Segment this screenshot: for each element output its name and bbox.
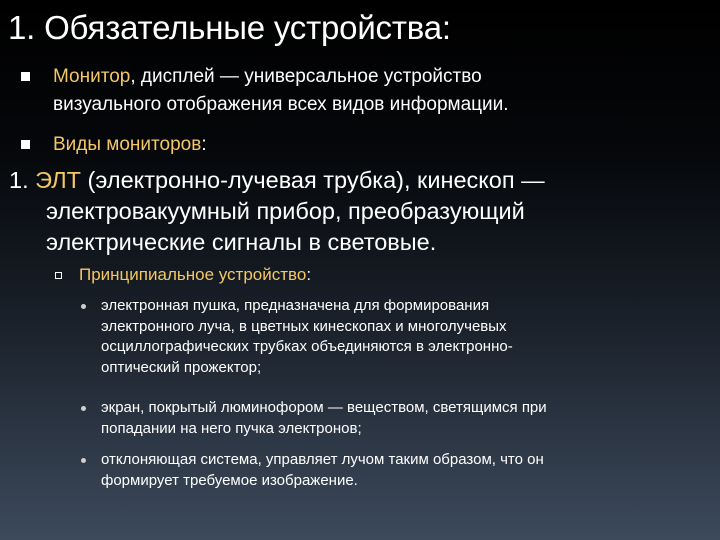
numbered-item-crt [9,165,545,196]
crt-definition-line2: электровакуумный прибор, преобразующий [46,198,525,224]
monitor-types-colon: : [201,134,207,155]
crt-definition-line3: электрические сигналы в световые. [46,229,437,255]
monitor-definition-line1: , дисплей — универсальное устройство [130,66,482,87]
slide-title: 1. Обязательные устройства: [8,9,451,46]
list-item-line: оптический прожектор; [101,358,262,376]
list-item-line: электронного луча, в цветных кинескопах и многолучевых [101,317,507,335]
list-item-line: электронная пушка, предназначена для формирования [101,297,490,314]
sub-principle [79,263,311,287]
monitor-term: Монитор [53,66,131,87]
bullet-monitor-types [53,131,207,159]
list-item-deflection [101,450,544,491]
monitor-definition-line2: визуального отображения всех видов информации. [53,94,509,115]
dot-bullet-icon [81,304,86,309]
hollow-square-bullet-icon [55,272,62,279]
list-item-line: отклоняющая система, управляет лучом таким образом, что он [101,451,544,468]
crt-term: ЭЛТ [35,167,82,193]
item-number: 1. [9,167,29,193]
square-bullet-icon [21,140,30,149]
bullet-monitor [53,63,509,119]
crt-definition-line1: (электронно-лучевая трубка), кинескоп — [81,167,545,193]
dot-bullet-icon [81,458,86,463]
dot-bullet-icon [81,406,86,411]
list-item-line: формирует требуемое изображение. [101,471,358,489]
numbered-item-crt-cont [46,196,525,258]
list-item-line: экран, покрытый люминофором — веществом, светящимся при [101,399,547,416]
list-item-electron-gun [101,296,513,378]
principle-term: Принципиальное устройство [79,265,307,284]
list-item-line: осциллографических трубках объединяются в электронно- [101,338,513,355]
principle-colon: : [306,265,312,284]
list-item-line: попадании на него пучка электронов; [101,419,362,437]
square-bullet-icon [21,72,30,81]
list-item-screen [101,398,547,439]
monitor-types-term: Виды мониторов [53,134,202,155]
